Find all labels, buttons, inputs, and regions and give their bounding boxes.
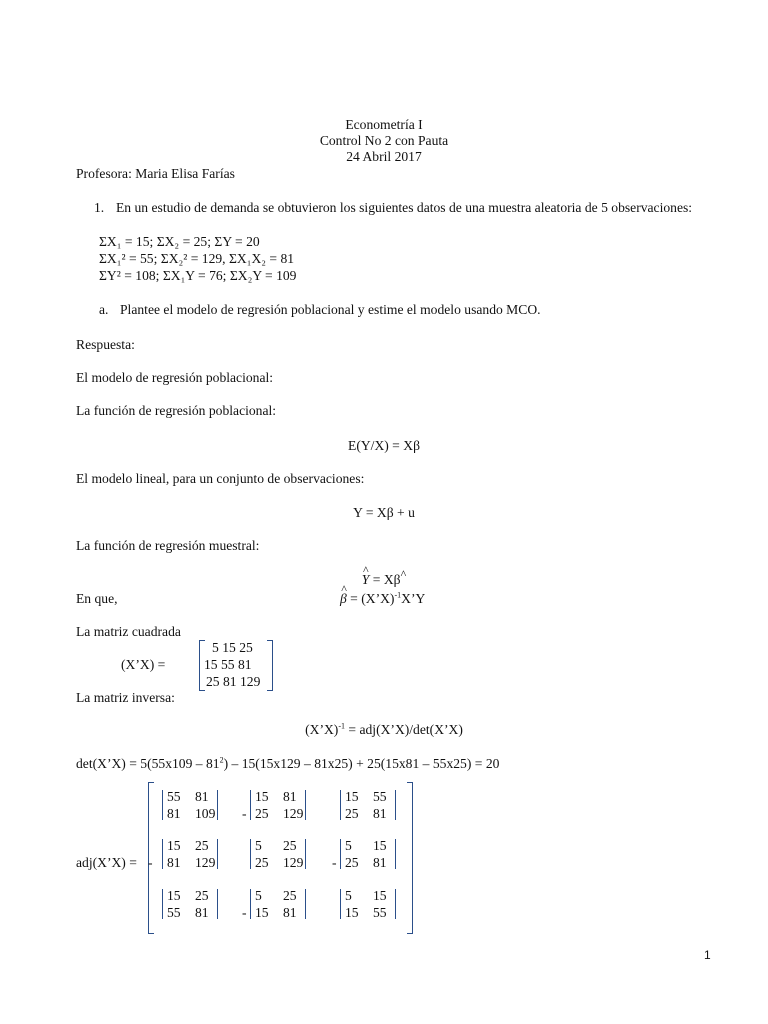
population-function-label: La función de regresión poblacional:	[76, 403, 277, 418]
minor-left-bar	[340, 790, 341, 820]
adj-minor-entry: 55	[373, 789, 387, 804]
minor-left-bar	[162, 790, 163, 820]
adj-minor-entry: 55	[373, 905, 387, 920]
adj-minor-entry: 15	[255, 789, 269, 804]
beta-hat-equation: ^ β = (X’X)$^{-1}$X’Y	[340, 591, 425, 607]
adj-minor-entry: 5	[345, 838, 352, 853]
minor-right-bar	[395, 889, 396, 919]
minor-right-bar	[305, 889, 306, 919]
adj-minor-entry: 81	[283, 789, 297, 804]
adj-minor-entry: 25	[345, 806, 359, 821]
adj-minor-entry: 15	[345, 789, 359, 804]
adj-minor-entry: 25	[283, 838, 297, 853]
yhat-symbol: ^ Y	[362, 572, 370, 588]
population-function-equation: E(Y/X) = Xβ	[348, 438, 420, 453]
minor-right-bar	[305, 839, 306, 869]
minor-left-bar	[250, 839, 251, 869]
data-line-2: ΣX₁² = 55; ΣX₂² = 129, ΣX₁X₂ = 81	[99, 251, 295, 266]
doc-title: Econometría I	[345, 117, 423, 132]
adj-minor-entry: 129	[195, 855, 216, 870]
minor-left-bar	[250, 889, 251, 919]
adj-minor-entry: 81	[373, 806, 387, 821]
adj-minor-entry: 25	[195, 838, 209, 853]
minus-sign: -	[332, 855, 337, 870]
minor-left-bar	[162, 889, 163, 919]
adj-minor-entry: 15	[255, 905, 269, 920]
minor-right-bar	[395, 839, 396, 869]
adj-minor-entry: 109	[195, 806, 216, 821]
xx-row-1: 5 15 25	[212, 640, 253, 655]
linear-model-label: El modelo lineal, para un conjunto de observaciones:	[76, 471, 365, 486]
minus-sign: -	[242, 806, 247, 821]
adj-minor-entry: 81	[167, 806, 181, 821]
adj-minor-entry: 81	[373, 855, 387, 870]
answer-heading: Respuesta:	[76, 337, 135, 352]
doc-subtitle: Control No 2 con Pauta	[319, 133, 449, 148]
adj-minor-entry: 25	[195, 888, 209, 903]
xx-label: (X’X) =	[121, 657, 166, 672]
xx-row-2: 15 55 81	[204, 657, 252, 672]
yhat-rhs: = Xβ	[369, 572, 401, 587]
adj-minor-entry: 15	[167, 888, 181, 903]
sample-function-label: La función de regresión muestral:	[76, 538, 260, 553]
en-que-label: En que,	[76, 591, 118, 606]
question-text: En un estudio de demanda se obtuvieron los siguientes datos de una muestra aleatoria de 5 observaciones:	[116, 200, 693, 215]
beta-hat-symbol: ^ β	[340, 591, 347, 607]
adj-minor-entry: 55	[167, 905, 181, 920]
doc-date: 24 Abril 2017	[346, 149, 422, 164]
adj-minor-entry: 15	[373, 888, 387, 903]
minor-right-bar	[217, 889, 218, 919]
part-a-text: Plantee el modelo de regresión poblacional y estime el modelo usando MCO.	[120, 302, 541, 317]
minor-right-bar	[305, 790, 306, 820]
minus-sign: -	[148, 855, 153, 870]
minor-right-bar	[217, 839, 218, 869]
square-matrix-label: La matriz cuadrada	[76, 624, 181, 639]
minor-left-bar	[162, 839, 163, 869]
part-a-label: a.	[99, 302, 109, 317]
adj-minor-entry: 129	[283, 855, 304, 870]
inverse-matrix-label: La matriz inversa:	[76, 690, 175, 705]
inverse-equation: (X’X)$^{-1}$ = adj(X’X)/det(X’X)	[305, 721, 463, 737]
data-line-3: ΣY² = 108; ΣX₁Y = 76; ΣX₂Y = 109	[99, 268, 297, 283]
xx-right-bracket	[267, 640, 273, 691]
adj-right-bracket	[407, 782, 413, 934]
adj-minor-entry: 81	[167, 855, 181, 870]
adj-minor-entry: 25	[255, 806, 269, 821]
adj-minor-entry: 25	[345, 855, 359, 870]
population-model-label: El modelo de regresión poblacional:	[76, 370, 274, 385]
question-number: 1.	[94, 200, 105, 215]
adj-minor-entry: 15	[345, 905, 359, 920]
minor-right-bar	[395, 790, 396, 820]
adj-minor-entry: 15	[373, 838, 387, 853]
minor-left-bar	[340, 839, 341, 869]
minus-sign: -	[242, 905, 247, 920]
adj-minor-entry: 5	[255, 838, 262, 853]
xx-row-3: 25 81 129	[206, 674, 261, 689]
minor-left-bar	[250, 790, 251, 820]
adj-minor-entry: 81	[195, 905, 209, 920]
adj-minor-entry: 15	[167, 838, 181, 853]
adj-minor-entry: 55	[167, 789, 181, 804]
adj-label: adj(X’X) =	[76, 855, 137, 870]
minor-right-bar	[217, 790, 218, 820]
adj-minor-entry: 25	[283, 888, 297, 903]
professor-line: Profesora: Maria Elisa Farías	[76, 166, 235, 181]
data-line-1: ΣX₁ = 15; ΣX₂ = 25; ΣY = 20	[99, 234, 260, 249]
adj-minor-entry: 129	[283, 806, 304, 821]
adj-minor-entry: 81	[283, 905, 297, 920]
yhat-equation: ^ Y = Xβ^	[0, 572, 768, 588]
page-number: 1	[704, 948, 711, 962]
adj-minor-entry: 81	[195, 789, 209, 804]
adj-minor-entry: 5	[255, 888, 262, 903]
determinant-equation: det(X’X) = $5(55x109 - 81^2) - 15(15x129 - 81x25) + 25(15x81 - 55x25) = 20$	[76, 755, 500, 771]
minor-left-bar	[340, 889, 341, 919]
adj-minor-entry: 25	[255, 855, 269, 870]
adj-minor-entry: 5	[345, 888, 352, 903]
linear-model-equation: Y = Xβ + u	[353, 505, 415, 520]
